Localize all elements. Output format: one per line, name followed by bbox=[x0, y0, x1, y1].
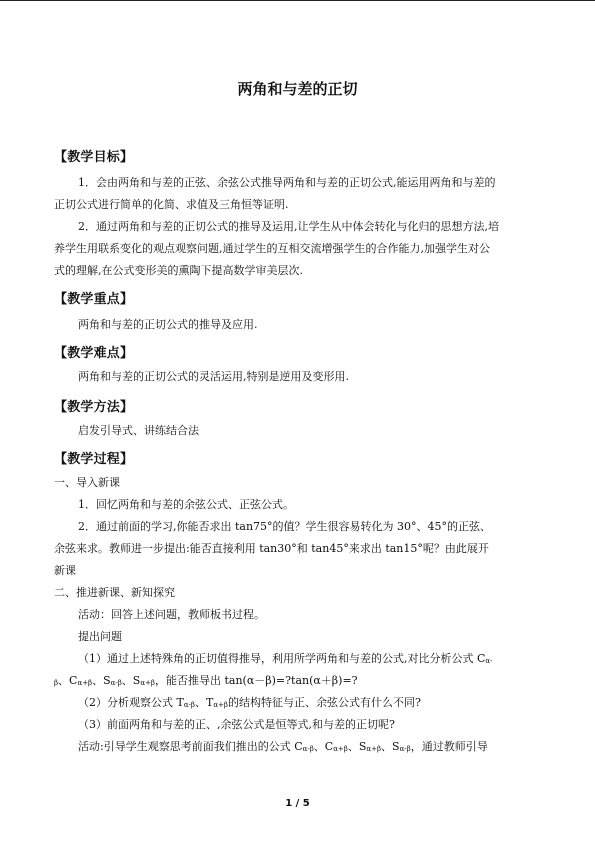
method-heading: 【教学方法】 bbox=[54, 400, 134, 415]
method-text: 启发引导式、讲练结合法 bbox=[78, 424, 199, 437]
objective-1-line-2: 正切公式进行简单的化简、求值及三角恒等证明. bbox=[54, 198, 289, 211]
objectives-heading: 【教学目标】 bbox=[54, 150, 134, 165]
part-1-item-1: 1．回忆两角和与差的余弦公式、正弦公式。 bbox=[78, 498, 294, 511]
focus-text: 两角和与差的正切公式的推导及应用. bbox=[78, 318, 258, 331]
question-1-line-2: β、Cα+β、Sα-β、Sα+β，能否推导出 tan(α－β)=?tan(α＋β)=? bbox=[54, 674, 358, 687]
question-3: （3）前面两角和与差的正、,余弦公式是恒等式,和与差的正切呢? bbox=[78, 718, 395, 731]
part-1-item-2-line-1: 2．通过前面的学习,你能否求出 tan75°的值？学生很容易转化为 30°、45°的正弦、 bbox=[78, 520, 492, 533]
process-heading: 【教学过程】 bbox=[54, 452, 134, 467]
difficulty-text: 两角和与差的正切公式的灵活运用,特别是逆用及变形用. bbox=[78, 370, 349, 383]
question-1-text: （1）通过上述特殊角的正切值得推导，利用所学两角和与差的公式,对比分析公式 C bbox=[78, 652, 486, 665]
part-2-title: 二、推进新课、新知探究 bbox=[54, 586, 175, 599]
page-number: 1 / 5 bbox=[285, 798, 310, 809]
part-1-title: 一、导入新课 bbox=[54, 476, 120, 489]
activity-2: 活动:引导学生观察思考前面我们推出的公式 Cα-β、Cα+β、Sα+β、Sα-β，通过教师引导 bbox=[78, 740, 488, 753]
objective-2-line-3: 式的理解,在公式变形美的熏陶下提高数学审美层次. bbox=[54, 264, 303, 277]
part-1-item-2-line-3: 新课 bbox=[54, 564, 76, 577]
objective-2-line-2: 养学生用联系变化的观点观察问题,通过学生的互相交流增强学生的合作能力,加强学生对公 bbox=[54, 242, 490, 255]
activity-1: 活动：回答上述问题，教师板书过程。 bbox=[78, 608, 265, 621]
objective-2-line-1: 2．通过两角和与差的正切公式的推导及运用,让学生从中体会转化与化归的思想方法,培 bbox=[78, 220, 499, 233]
top-rule bbox=[0, 0, 595, 1]
part-1-item-2-line-2: 余弦来求。教师进一步提出:能否直接利用 tan30°和 tan45°来求出 tan15°呢？由此展开 bbox=[54, 542, 489, 555]
objective-1-line-1: 1．会由两角和与差的正弦、余弦公式推导两角和与差的正切公式,能运用两角和与差的 bbox=[78, 176, 496, 189]
question-1-line-1 bbox=[78, 648, 548, 672]
subscript: β bbox=[54, 679, 59, 687]
question-2: （2）分析观察公式 Tα-β、Tα+β的结构特征与正、余弦公式有什么不同? bbox=[78, 696, 421, 709]
focus-heading: 【教学重点】 bbox=[54, 292, 134, 307]
question-title: 提出问题 bbox=[78, 630, 122, 643]
subscript: α- bbox=[485, 657, 493, 665]
page-title: 两角和与差的正切 bbox=[237, 80, 358, 98]
difficulty-heading: 【教学难点】 bbox=[54, 346, 134, 361]
